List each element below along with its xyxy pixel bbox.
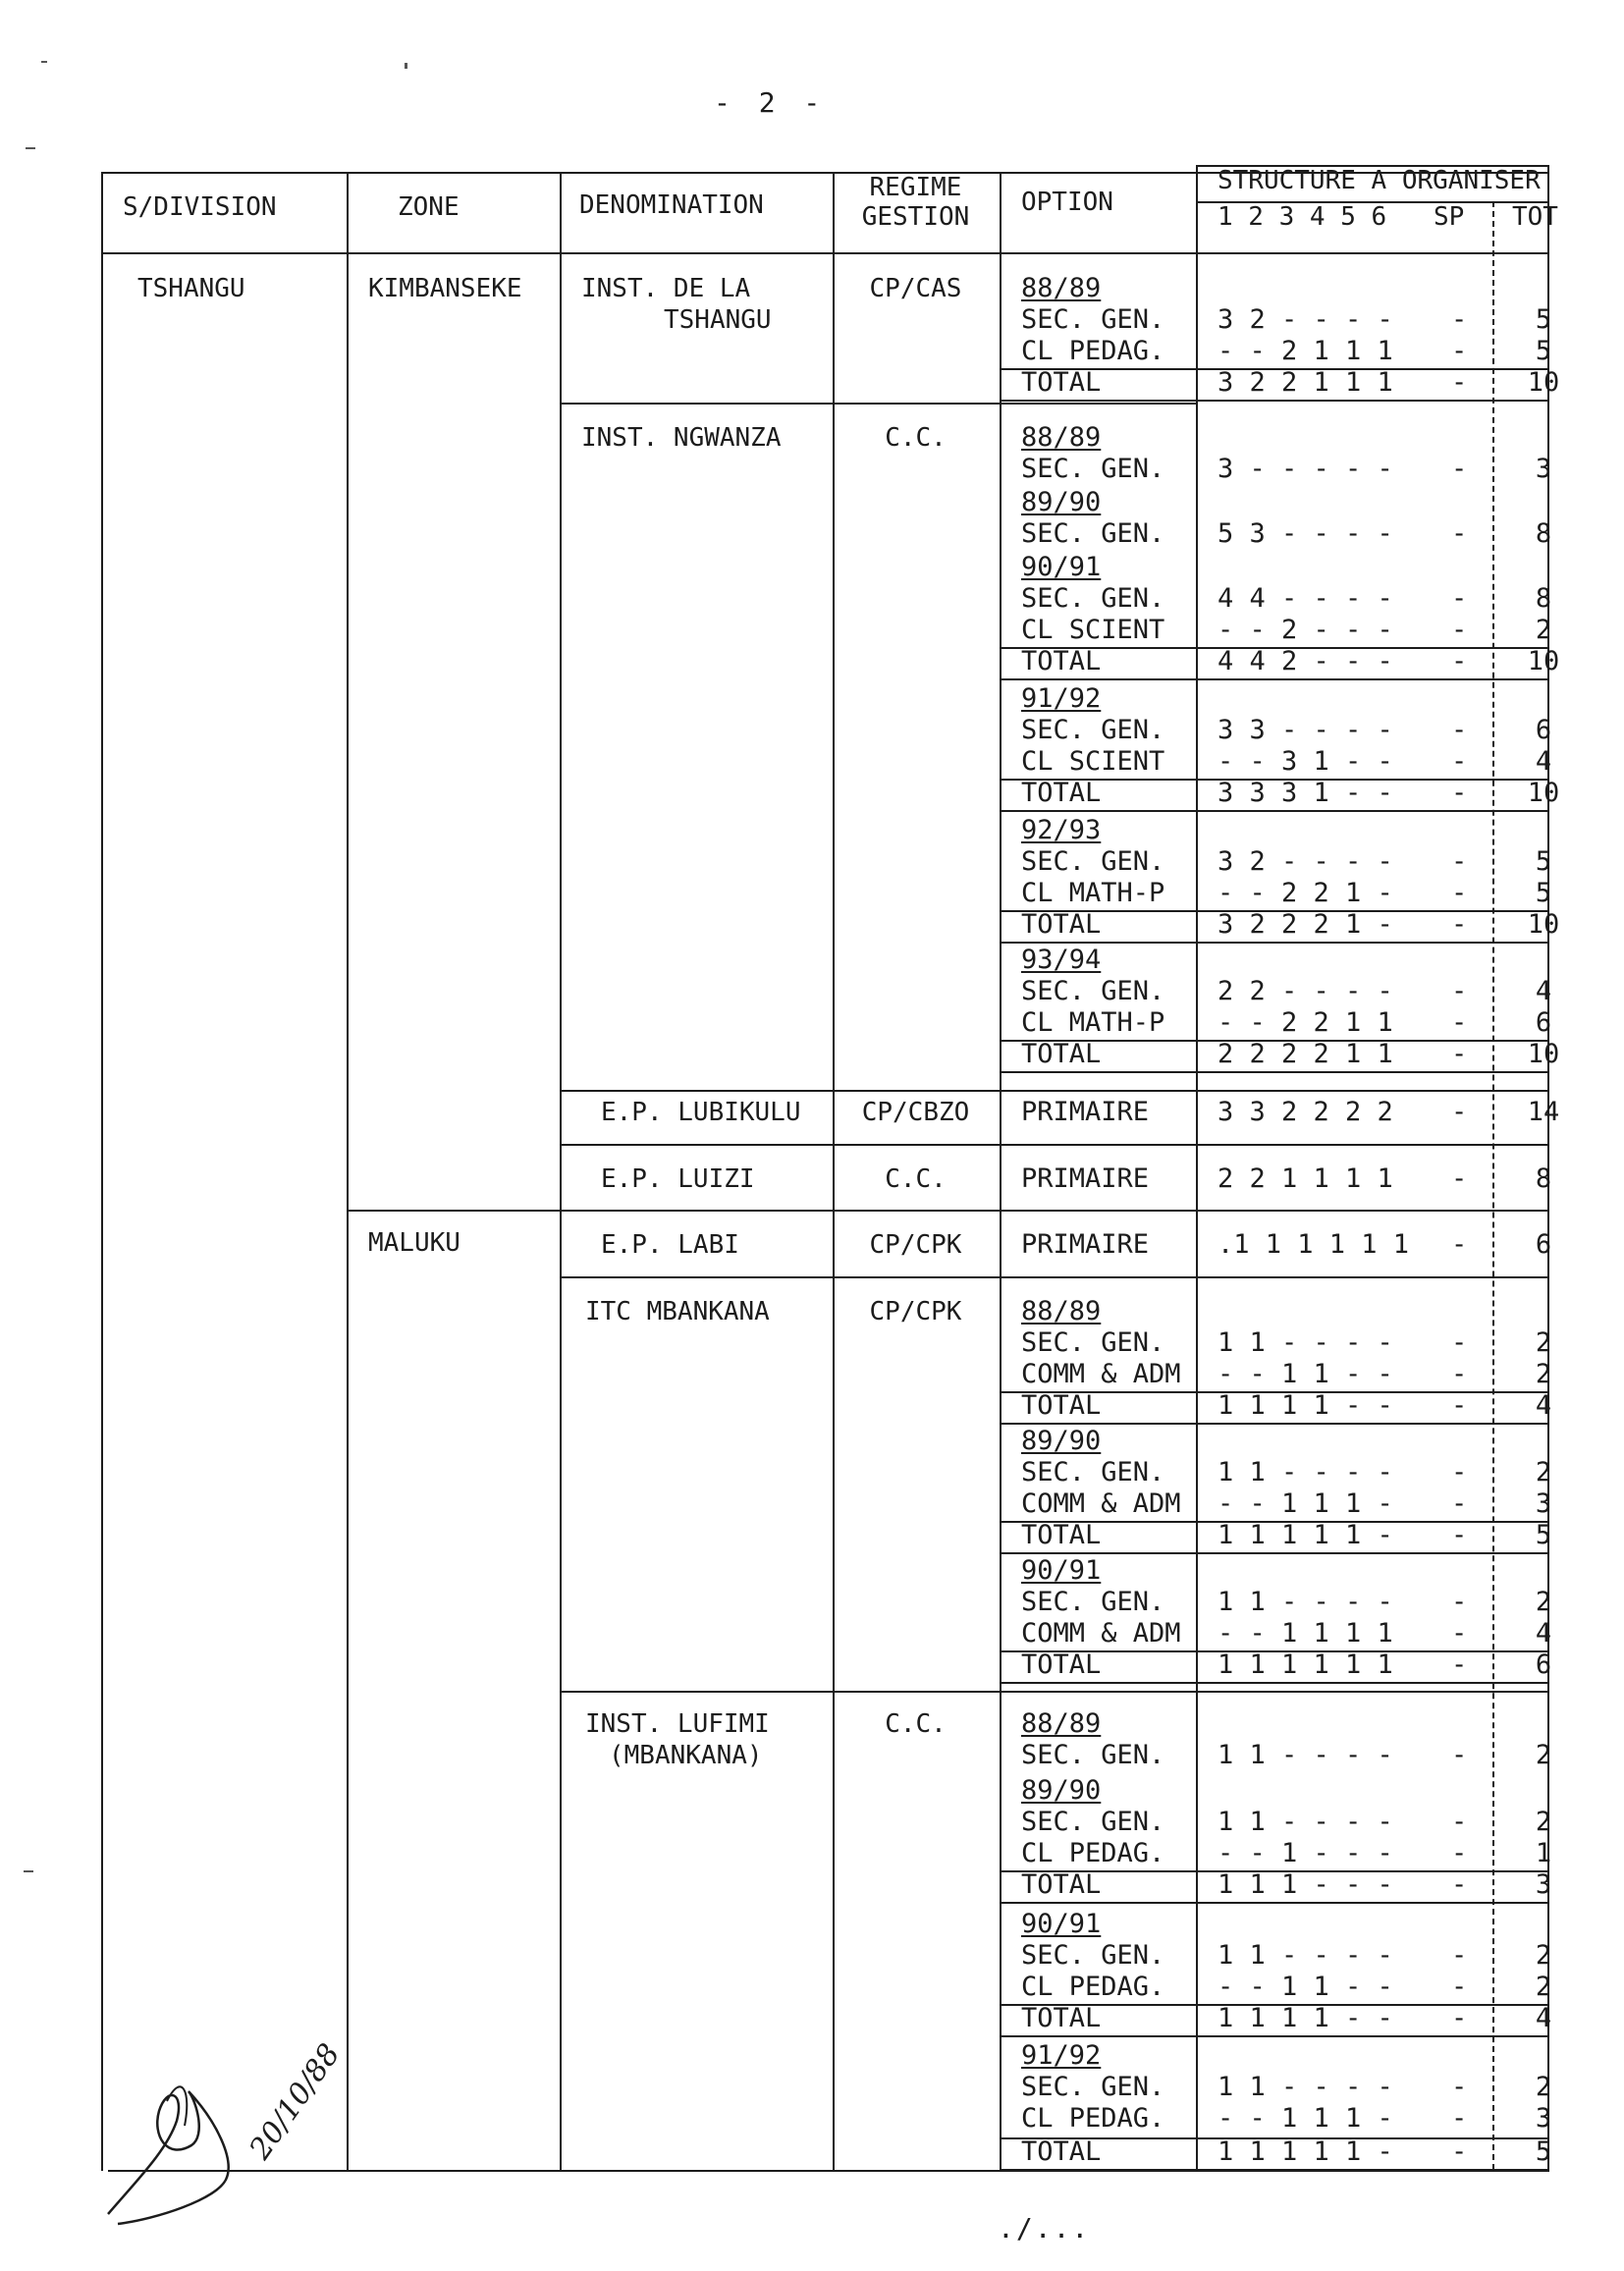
sp-value: - <box>1451 1163 1468 1194</box>
sp-value: - <box>1451 2103 1468 2134</box>
option-year: 90/91 <box>1021 1909 1102 1939</box>
total-line <box>1000 1040 1549 1042</box>
total-line <box>1000 1870 1549 1872</box>
sp-value: - <box>1451 1807 1468 1837</box>
structure-values: 1 1 - - - - <box>1218 1740 1393 1770</box>
option-label: PRIMAIRE <box>1021 1229 1150 1260</box>
total-line <box>1000 2169 1549 2171</box>
school-regime: C.C. <box>885 1709 947 1739</box>
structure-values: - - 2 2 1 1 <box>1218 1007 1393 1038</box>
sp-value: - <box>1451 367 1468 398</box>
structure-values: 5 3 - - - - <box>1218 518 1393 549</box>
structure-values: - - 2 2 1 - <box>1218 878 1393 908</box>
structure-values: 1 1 - - - - <box>1218 1457 1393 1487</box>
tot-value: 4 <box>1535 1618 1552 1649</box>
option-total-label: TOTAL <box>1021 367 1102 398</box>
school-name: E.P. LABI <box>601 1230 739 1260</box>
option-label: SEC. GEN. <box>1021 583 1165 614</box>
tot-value: 2 <box>1535 1940 1552 1971</box>
header-structure: STRUCTURE A ORGANISER <box>1218 166 1541 195</box>
option-label: SEC. GEN. <box>1021 518 1165 549</box>
row-sep <box>560 1276 1549 1278</box>
sp-value: - <box>1451 583 1468 614</box>
option-label: SEC. GEN. <box>1021 1740 1165 1770</box>
structure-values: 1 1 1 1 - - <box>1218 2003 1393 2033</box>
structure-values: - - 1 1 1 - <box>1218 2103 1393 2134</box>
signature-stroke <box>108 2091 229 2224</box>
sp-value: - <box>1451 454 1468 484</box>
header-regime <box>835 173 997 232</box>
sp-value: - <box>1451 1587 1468 1617</box>
header-denomination: DENOMINATION <box>579 190 764 220</box>
option-year: 90/91 <box>1021 1555 1102 1586</box>
sp-value: - <box>1451 1740 1468 1770</box>
zone-name: KIMBANSEKE <box>368 274 522 303</box>
option-label: CL PEDAG. <box>1021 1972 1165 2002</box>
sp-value: - <box>1451 1039 1468 1069</box>
table-left-border <box>101 172 103 2171</box>
tot-value: 4 <box>1535 746 1552 777</box>
structure-values: 1 1 - - - - <box>1218 1807 1393 1837</box>
option-label: CL MATH-P <box>1021 878 1165 908</box>
row-sep <box>560 1144 1549 1146</box>
structure-values: 2 2 1 1 1 1 <box>1218 1163 1393 1194</box>
header-option: OPTION <box>1021 188 1113 217</box>
option-year: 89/90 <box>1021 1426 1102 1456</box>
header-sp: SP <box>1434 202 1465 232</box>
option-label: CL PEDAG. <box>1021 336 1165 366</box>
option-label: SEC. GEN. <box>1021 846 1165 877</box>
structure-values: 4 4 2 - - - <box>1218 646 1393 676</box>
row-sep <box>347 1210 1549 1212</box>
total-line <box>1000 1552 1549 1554</box>
tot-value: 3 <box>1535 1869 1552 1900</box>
sp-value: - <box>1451 1488 1468 1519</box>
option-year: 91/92 <box>1021 683 1102 714</box>
page-number: - 2 - <box>714 86 827 119</box>
option-label: CL PEDAG. <box>1021 2103 1165 2134</box>
option-label: SEC. GEN. <box>1021 715 1165 745</box>
option-label: COMM & ADM <box>1021 1359 1181 1389</box>
structure-values: 1 1 - - - - <box>1218 2072 1393 2102</box>
option-label: SEC. GEN. <box>1021 1457 1165 1487</box>
option-year: 89/90 <box>1021 1775 1102 1806</box>
sp-value: - <box>1451 846 1468 877</box>
header-tot: TOT <box>1512 202 1558 232</box>
school-regime: CP/CBZO <box>861 1098 970 1127</box>
tot-value: 4 <box>1535 976 1552 1006</box>
option-total-label: TOTAL <box>1021 2136 1102 2167</box>
tot-value: 5 <box>1535 304 1552 335</box>
option-label: SEC. GEN. <box>1021 1807 1165 1837</box>
tot-value: 10 <box>1527 646 1560 676</box>
total-line <box>1000 647 1549 649</box>
option-year: 89/90 <box>1021 487 1102 517</box>
sp-value: - <box>1451 715 1468 745</box>
tot-value: 6 <box>1535 1229 1552 1260</box>
option-label: PRIMAIRE <box>1021 1097 1150 1127</box>
sp-value: - <box>1451 909 1468 940</box>
sp-value: - <box>1451 1838 1468 1868</box>
tot-value: 4 <box>1535 1390 1552 1421</box>
structure-values: 3 3 2 2 2 2 <box>1218 1097 1393 1127</box>
structure-values: 3 2 2 1 1 1 <box>1218 367 1393 398</box>
structure-values: 1 1 1 1 - - <box>1218 1390 1393 1421</box>
option-label: SEC. GEN. <box>1021 304 1165 335</box>
sp-value: - <box>1451 1007 1468 1038</box>
tot-value: 5 <box>1535 336 1552 366</box>
structure-values: - - 1 1 - - <box>1218 1972 1393 2002</box>
structure-values: 3 - - - - - <box>1218 454 1393 484</box>
tot-value: 6 <box>1535 1649 1552 1680</box>
signature <box>98 2032 373 2229</box>
structure-values: 2 2 - - - - <box>1218 976 1393 1006</box>
school-name-line2: (MBANKANA) <box>609 1741 763 1770</box>
tot-value: 2 <box>1535 1457 1552 1487</box>
total-line <box>1000 910 1549 912</box>
structure-values: 1 1 1 1 1 1 <box>1218 1649 1393 1680</box>
tot-value: 8 <box>1535 518 1552 549</box>
sp-value: - <box>1451 1520 1468 1550</box>
continuation-marker: ./... <box>998 2212 1091 2244</box>
option-total-label: TOTAL <box>1021 778 1102 808</box>
structure-values: - - 2 - - - <box>1218 615 1393 645</box>
total-line <box>1000 1682 1549 1684</box>
total-line <box>1000 1650 1549 1652</box>
sp-value: - <box>1451 1649 1468 1680</box>
option-label: SEC. GEN. <box>1021 2072 1165 2102</box>
row-sep <box>560 403 1196 405</box>
tot-value: 2 <box>1535 1972 1552 2002</box>
option-total-label: TOTAL <box>1021 1390 1102 1421</box>
sp-value: - <box>1451 1457 1468 1487</box>
sp-value: - <box>1451 878 1468 908</box>
sp-value: - <box>1451 518 1468 549</box>
tot-value: 3 <box>1535 454 1552 484</box>
tot-value: 3 <box>1535 2103 1552 2134</box>
structure-values: - - 3 1 - - <box>1218 746 1393 777</box>
total-line <box>1000 2137 1549 2139</box>
col-sep-denomination <box>560 172 562 2171</box>
col-sep-tot <box>1492 201 1494 2170</box>
structure-values: 1 1 - - - - <box>1218 1327 1393 1358</box>
option-label: COMM & ADM <box>1021 1488 1181 1519</box>
option-label: CL SCIENT <box>1021 746 1165 777</box>
tot-value: 2 <box>1535 2072 1552 2102</box>
school-name: INST. LUFIMI <box>585 1709 770 1739</box>
tot-value: 4 <box>1535 2003 1552 2033</box>
sp-value: - <box>1451 1869 1468 1900</box>
signature-date: 20/10/88 <box>243 2037 348 2166</box>
sp-value: - <box>1451 1618 1468 1649</box>
option-label: SEC. GEN. <box>1021 1940 1165 1971</box>
tot-value: 5 <box>1535 1520 1552 1550</box>
option-year: 88/89 <box>1021 1708 1102 1739</box>
structure-values: 1 1 - - - - <box>1218 1940 1393 1971</box>
total-line <box>1000 942 1549 944</box>
tot-value: 10 <box>1527 367 1560 398</box>
structure-values: 3 3 - - - - <box>1218 715 1393 745</box>
option-label: PRIMAIRE <box>1021 1163 1150 1194</box>
sp-value: - <box>1451 1327 1468 1358</box>
total-line <box>1000 1902 1549 1904</box>
zone-name: MALUKU <box>368 1228 460 1258</box>
school-regime: C.C. <box>885 423 947 453</box>
structure-values: 3 3 3 1 - - <box>1218 778 1393 808</box>
tot-value: 2 <box>1535 1740 1552 1770</box>
option-total-label: TOTAL <box>1021 1869 1102 1900</box>
sp-value: - <box>1451 2072 1468 2102</box>
col-sep-zone <box>347 172 349 2171</box>
school-name: E.P. LUIZI <box>601 1164 755 1194</box>
option-total-label: TOTAL <box>1021 646 1102 676</box>
option-year: 91/92 <box>1021 2040 1102 2071</box>
header-regime-line1: REGIME <box>869 173 962 202</box>
option-total-label: TOTAL <box>1021 1520 1102 1550</box>
structure-values: - - 1 1 - - <box>1218 1359 1393 1389</box>
tot-value: 10 <box>1527 778 1560 808</box>
structure-values: - - 1 - - - <box>1218 1838 1393 1868</box>
tot-value: 2 <box>1535 1807 1552 1837</box>
total-line <box>1000 1071 1549 1073</box>
total-line <box>1000 1423 1549 1425</box>
school-name: INST. NGWANZA <box>581 423 782 453</box>
tot-value: 5 <box>1535 2136 1552 2167</box>
school-regime: CP/CAS <box>869 274 962 303</box>
option-label: CL PEDAG. <box>1021 1838 1165 1868</box>
option-total-label: TOTAL <box>1021 2003 1102 2033</box>
scan-speck <box>24 1870 33 1872</box>
sp-value: - <box>1451 2136 1468 2167</box>
sp-value: - <box>1451 646 1468 676</box>
tot-value: 2 <box>1535 615 1552 645</box>
structure-values: 2 2 2 2 1 1 <box>1218 1039 1393 1069</box>
tot-value: 6 <box>1535 1007 1552 1038</box>
total-line <box>1000 1521 1549 1523</box>
option-total-label: TOTAL <box>1021 1649 1102 1680</box>
sp-value: - <box>1451 336 1468 366</box>
option-label: CL MATH-P <box>1021 1007 1165 1038</box>
sp-value: - <box>1451 615 1468 645</box>
scan-speck <box>26 147 35 149</box>
sp-value: - <box>1451 1097 1468 1127</box>
structure-values: 1 1 1 1 1 - <box>1218 2136 1393 2167</box>
school-name-line2: TSHANGU <box>664 305 772 335</box>
option-year: 93/94 <box>1021 945 1102 975</box>
option-year: 88/89 <box>1021 1296 1102 1326</box>
option-label: SEC. GEN. <box>1021 1587 1165 1617</box>
col-sep-structure <box>1196 165 1198 2170</box>
total-line <box>1000 1391 1549 1393</box>
sp-value: - <box>1451 2003 1468 2033</box>
school-name: E.P. LUBIKULU <box>601 1098 801 1127</box>
structure-values: 3 2 2 2 1 - <box>1218 909 1393 940</box>
header-regime-line2: GESTION <box>861 202 970 232</box>
structure-values: - - 1 1 1 1 <box>1218 1618 1393 1649</box>
option-total-label: TOTAL <box>1021 1039 1102 1069</box>
row-sep <box>560 1691 1549 1693</box>
total-line <box>1000 779 1549 781</box>
structure-values: - - 1 1 1 - <box>1218 1488 1393 1519</box>
tot-value: 8 <box>1535 583 1552 614</box>
structure-values: .1 1 1 1 1 1 <box>1218 1229 1410 1260</box>
option-label: COMM & ADM <box>1021 1618 1181 1649</box>
tot-value: 5 <box>1535 846 1552 877</box>
total-line <box>1000 2004 1549 2006</box>
tot-value: 2 <box>1535 1359 1552 1389</box>
school-regime: C.C. <box>885 1164 947 1194</box>
tot-value: 14 <box>1527 1097 1560 1127</box>
header-bottom-border <box>101 252 1549 254</box>
option-label: CL SCIENT <box>1021 615 1165 645</box>
structure-values: 1 1 1 - - - <box>1218 1869 1393 1900</box>
subdivision-name: TSHANGU <box>137 274 245 303</box>
tot-value: 10 <box>1527 1039 1560 1069</box>
option-year: 92/93 <box>1021 815 1102 845</box>
header-subdivision: S/DIVISION <box>123 192 277 222</box>
sp-value: - <box>1451 1359 1468 1389</box>
total-line <box>1000 2035 1549 2037</box>
option-label: SEC. GEN. <box>1021 976 1165 1006</box>
option-label: SEC. GEN. <box>1021 454 1165 484</box>
sp-value: - <box>1451 746 1468 777</box>
tot-value: 1 <box>1535 1838 1552 1868</box>
scan-speck <box>41 61 47 63</box>
structure-values: 1 1 1 1 1 - <box>1218 1520 1393 1550</box>
sp-value: - <box>1451 1940 1468 1971</box>
sp-value: - <box>1451 304 1468 335</box>
option-year: 88/89 <box>1021 273 1102 303</box>
total-line <box>1000 400 1549 402</box>
sp-value: - <box>1451 1229 1468 1260</box>
tot-value: 8 <box>1535 1163 1552 1194</box>
structure-values: 3 2 - - - - <box>1218 304 1393 335</box>
school-name: ITC MBANKANA <box>585 1297 770 1326</box>
school-regime: CP/CPK <box>869 1230 962 1260</box>
total-line <box>1000 678 1549 680</box>
sp-value: - <box>1451 976 1468 1006</box>
tot-value: 6 <box>1535 715 1552 745</box>
sp-value: - <box>1451 1390 1468 1421</box>
option-total-label: TOTAL <box>1021 909 1102 940</box>
total-line <box>1000 810 1549 812</box>
structure-values: 3 2 - - - - <box>1218 846 1393 877</box>
tot-value: 3 <box>1535 1488 1552 1519</box>
row-sep <box>560 1090 1549 1092</box>
option-year: 90/91 <box>1021 552 1102 582</box>
structure-values: 4 4 - - - - <box>1218 583 1393 614</box>
structure-values: 1 1 - - - - <box>1218 1587 1393 1617</box>
header-grades: 1 2 3 4 5 6 <box>1218 202 1387 232</box>
tot-value: 2 <box>1535 1327 1552 1358</box>
tot-value: 10 <box>1527 909 1560 940</box>
sp-value: - <box>1451 1972 1468 2002</box>
sp-value: - <box>1451 778 1468 808</box>
total-line <box>1000 368 1549 370</box>
option-label: SEC. GEN. <box>1021 1327 1165 1358</box>
school-name: INST. DE LA <box>581 274 751 303</box>
option-year: 88/89 <box>1021 422 1102 453</box>
tot-value: 2 <box>1535 1587 1552 1617</box>
structure-values: - - 2 1 1 1 <box>1218 336 1393 366</box>
tot-value: 5 <box>1535 878 1552 908</box>
school-regime: CP/CPK <box>869 1297 962 1326</box>
scan-speck <box>405 63 407 69</box>
header-zone: ZONE <box>398 192 460 222</box>
